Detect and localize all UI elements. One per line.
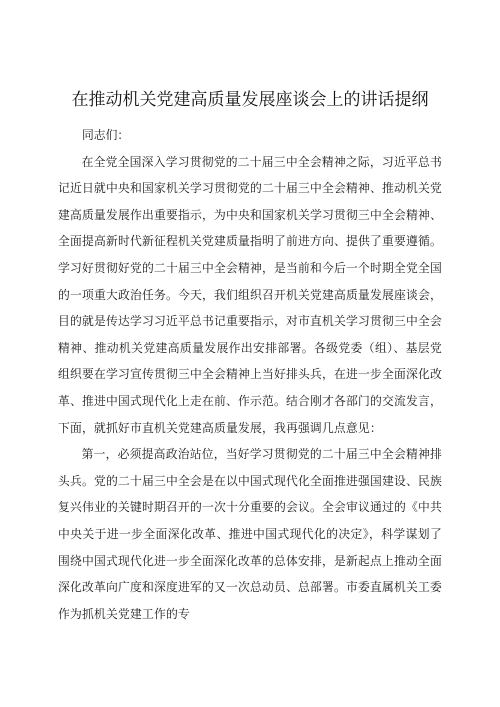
paragraph-2: 第一，必须提高政治站位，当好学习贯彻党的二十届三中全会精神排头兵。党的二十届三中全会是在以中国式现代化全面推进强国建设、民族复兴伟业的关键时期召开的一次十分重要的会议。全会审议通过的《中共中央关于进一步全面深化改革、推进中国式现代化的决定》，科学谋划了围绕中国式现代化进一步全面深化改革的总体安排，是新起点上推动全面深化改革向广度和深度进军的又一次总动员、总部署。市委直属机关工委作为抓机关党建工作的专 [58,447,442,621]
paragraph-1: 在全党全国深入学习贯彻党的二十届三中全会精神之际，习近平总书记近日就中央和国家机关学习贯彻党的二十届三中全会精神、推动机关党建高质量发展作出重要指示，为中央和国家机关学习贯彻三中全会精神、全面提高新时代新征程机关党建质量指明了前进方向、提供了重要遵循。学习好贯彻好党的二十届三中全会精神，是当前和今后一个时期全党全国的一项重大政治任务。今天，我们组织召开机关党建高质量发展座谈会，目的就是传达学习习近平总书记重要指示，对市直机关学习贯彻三中全会精神、推动机关党建高质量发展作出安排部署。各级党委（组）、基层党组织要在学习宣传贯彻三中全会精神上当好排头兵，在进一步全面深化改革、推进中国式现代化上走在前、作示范。结合刚才各部门的交流发言，下面，就抓好市直机关党建高质量发展，我再强调几点意见： [58,154,442,435]
document-title: 在推动机关党建高质量发展座谈会上的讲话提纲 [71,90,429,110]
salutation: 同志们： [82,128,130,142]
